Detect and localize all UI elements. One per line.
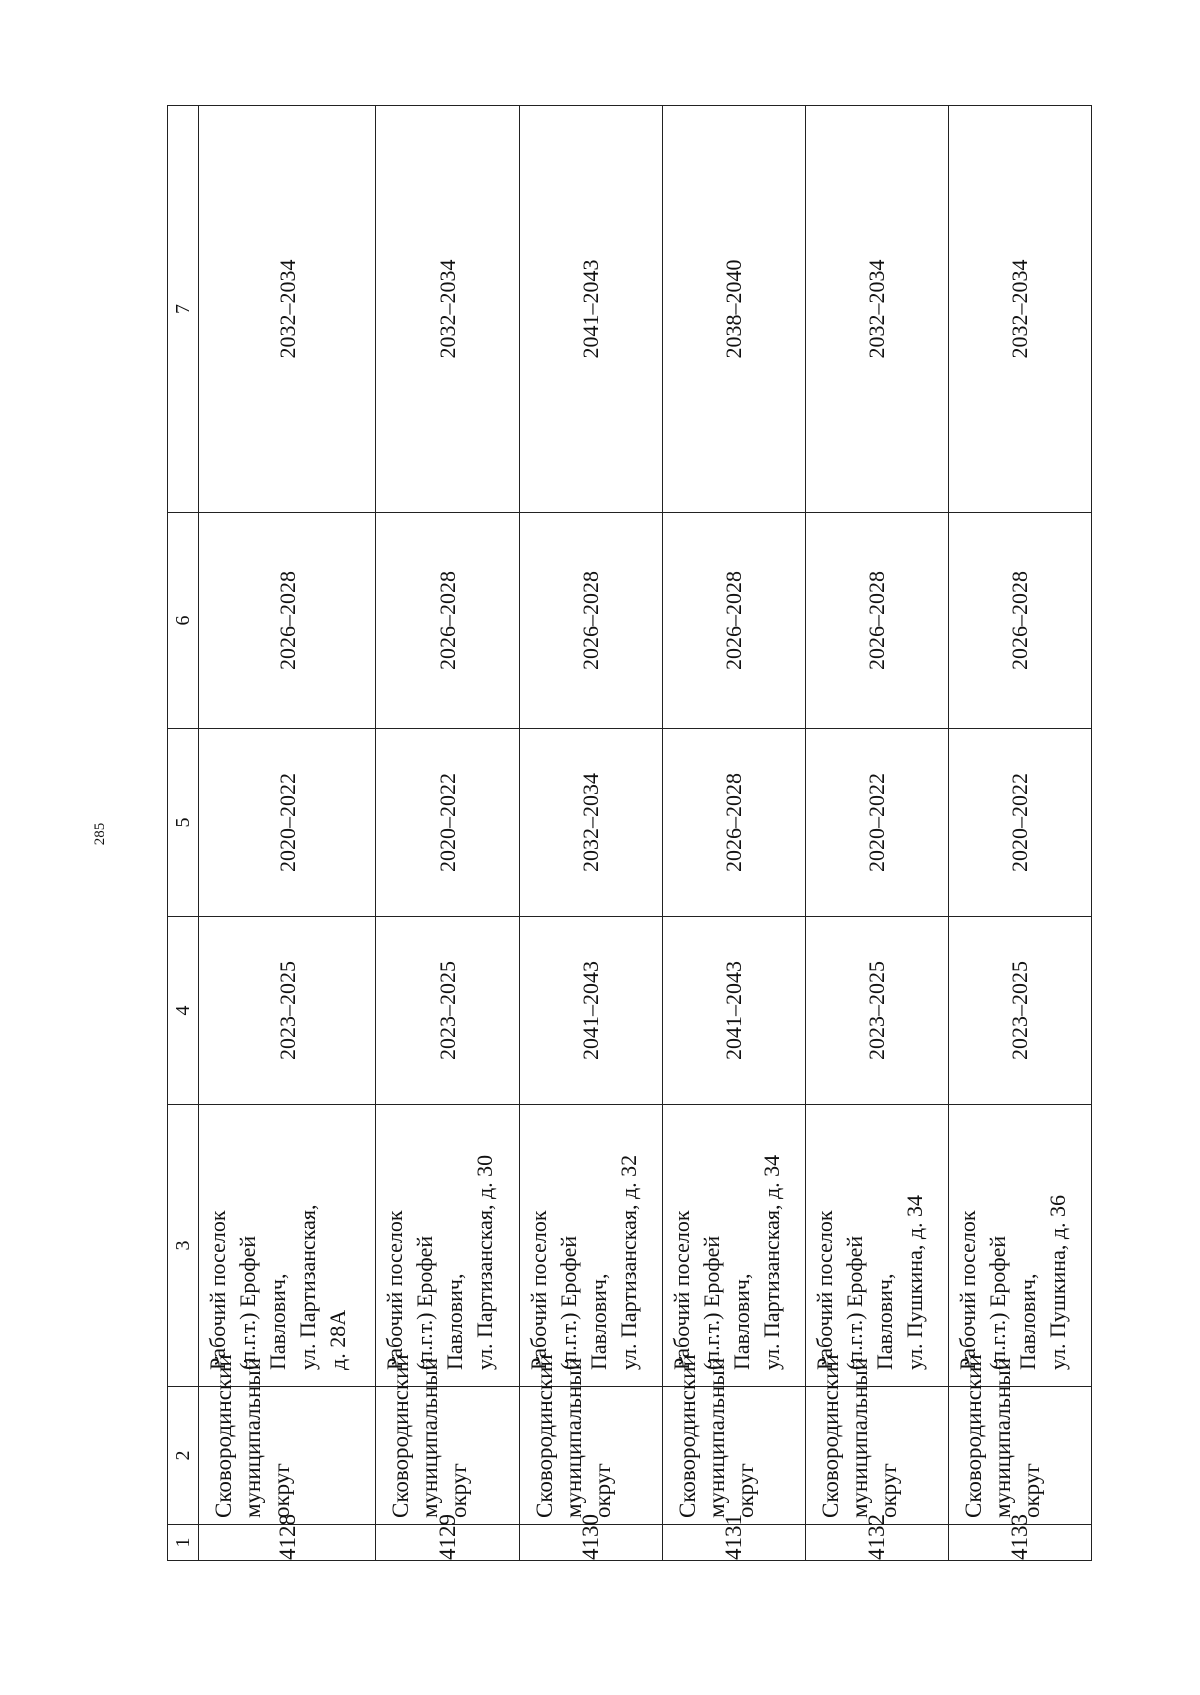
municipality-line: Сковородинский	[960, 1354, 986, 1518]
period-cell-col5: 2020–2022	[376, 729, 519, 917]
row-id-cell: 4131	[662, 1525, 805, 1561]
address-line: Рабочий поселок	[382, 1210, 408, 1370]
municipality-cell	[948, 1354, 1091, 1525]
period-cell-col6: 2026–2028	[376, 513, 519, 729]
period-cell-col4: 2041–2043	[662, 917, 805, 1105]
period-cell-col5: 2020–2022	[805, 729, 948, 917]
municipality-line: муниципальный	[560, 1357, 586, 1518]
address-cell	[805, 1105, 948, 1387]
municipality-line: муниципальный	[417, 1357, 443, 1518]
page-number: 285	[92, 822, 108, 846]
address-line: Рабочий поселок	[954, 1210, 980, 1370]
table-row	[805, 106, 948, 1561]
address-cell	[948, 1105, 1091, 1387]
table-row	[376, 106, 519, 1561]
municipality-cell	[376, 1354, 519, 1525]
address-line: (п.г.т.) Ерофей	[235, 1235, 260, 1370]
address-line: (п.г.т.) Ерофей	[698, 1235, 724, 1370]
row-id-cell: 4129	[376, 1525, 519, 1561]
row-id-cell: 4130	[519, 1525, 662, 1561]
period-cell-col6: 2026–2028	[519, 513, 662, 729]
municipality-line: муниципальный	[846, 1357, 872, 1518]
period-cell-col6: 2026–2028	[805, 513, 948, 729]
table-row	[662, 106, 805, 1561]
data-table	[167, 105, 1092, 1561]
table-header	[168, 106, 199, 1561]
period-cell-col5: 2020–2022	[948, 729, 1091, 917]
period-cell-col7: 2032–2034	[805, 106, 948, 513]
address-line: (п.г.т.) Ерофей	[412, 1235, 438, 1370]
period-cell-col7: 2032–2034	[199, 106, 376, 513]
address-line: Павлович,	[871, 1273, 897, 1370]
municipality-line: Сковородинский	[388, 1354, 414, 1518]
address-line: (п.г.т.) Ерофей	[555, 1235, 581, 1370]
address-cell	[376, 1105, 519, 1387]
period-cell-col4: 2023–2025	[948, 917, 1091, 1105]
table-row	[519, 106, 662, 1561]
address-line: Рабочий поселок	[205, 1210, 230, 1370]
period-cell-col4: 2041–2043	[519, 917, 662, 1105]
column-header-3: 3	[168, 1105, 199, 1387]
column-header-4: 4	[168, 917, 199, 1105]
municipality-line: муниципальный	[703, 1357, 729, 1518]
address-line: (п.г.т.) Ерофей	[984, 1235, 1010, 1370]
period-cell-col4: 2023–2025	[376, 917, 519, 1105]
municipality-line: Сковородинский	[531, 1354, 557, 1518]
municipality-line: муниципальный	[989, 1357, 1015, 1518]
period-cell-col7: 2038–2040	[662, 106, 805, 513]
address-cell	[662, 1105, 805, 1387]
address-line: Павлович,	[442, 1273, 468, 1370]
table-container	[167, 106, 1092, 1561]
header-row	[168, 106, 199, 1561]
table-row	[199, 106, 376, 1561]
period-cell-col6: 2026–2028	[662, 513, 805, 729]
address-line: ул. Партизанская, д. 32	[615, 1154, 641, 1370]
municipality-line: округ	[269, 1463, 294, 1518]
address-line: Павлович,	[1014, 1273, 1040, 1370]
address-line: (п.г.т.) Ерофей	[841, 1235, 867, 1370]
address-line: Павлович,	[265, 1273, 290, 1370]
address-line: Рабочий поселок	[525, 1210, 551, 1370]
municipality-line: округ	[446, 1463, 472, 1518]
period-cell-col4: 2023–2025	[199, 917, 376, 1105]
municipality-line: округ	[732, 1463, 758, 1518]
table-row	[948, 106, 1091, 1561]
column-header-7: 7	[168, 106, 199, 513]
address-line: Павлович,	[728, 1273, 754, 1370]
address-line: ул. Партизанская, д. 30	[472, 1154, 498, 1370]
municipality-cell	[805, 1354, 948, 1525]
period-cell-col7: 2032–2034	[376, 106, 519, 513]
period-cell-col4: 2023–2025	[805, 917, 948, 1105]
address-line: ул. Пушкина, д. 36	[1044, 1194, 1070, 1370]
municipality-line: округ	[1018, 1463, 1044, 1518]
municipality-cell	[199, 1354, 376, 1525]
row-id-cell: 4132	[805, 1525, 948, 1561]
column-header-5: 5	[168, 729, 199, 917]
column-header-1: 1	[168, 1525, 199, 1561]
address-line: Павлович,	[585, 1273, 611, 1370]
address-cell	[199, 1105, 376, 1387]
row-id-cell: 4133	[948, 1525, 1091, 1561]
period-cell-col5: 2032–2034	[519, 729, 662, 917]
municipality-line: округ	[875, 1463, 901, 1518]
period-cell-col5: 2026–2028	[662, 729, 805, 917]
table-body	[199, 106, 1092, 1561]
period-cell-col6: 2026–2028	[948, 513, 1091, 729]
period-cell-col6: 2026–2028	[199, 513, 376, 729]
address-line: Рабочий поселок	[668, 1210, 694, 1370]
municipality-line: муниципальный	[240, 1357, 265, 1518]
address-line: ул. Пушкина, д. 34	[901, 1194, 927, 1370]
municipality-line: Сковородинский	[817, 1354, 843, 1518]
municipality-line: Сковородинский	[211, 1354, 236, 1518]
municipality-line: округ	[589, 1463, 615, 1518]
period-cell-col7: 2041–2043	[519, 106, 662, 513]
row-id-cell: 4128	[199, 1525, 376, 1561]
address-line: ул. Партизанская, д. 34	[758, 1154, 784, 1370]
address-cell	[519, 1105, 662, 1387]
column-header-6: 6	[168, 513, 199, 729]
column-header-2: 2	[168, 1387, 199, 1525]
address-line: д. 28А	[325, 1309, 350, 1370]
municipality-line: Сковородинский	[674, 1354, 700, 1518]
address-line: Рабочий поселок	[811, 1210, 837, 1370]
period-cell-col7: 2032–2034	[948, 106, 1091, 513]
municipality-cell	[519, 1354, 662, 1525]
period-cell-col5: 2020–2022	[199, 729, 376, 917]
municipality-cell	[662, 1354, 805, 1525]
address-line: ул. Партизанская,	[295, 1204, 320, 1370]
